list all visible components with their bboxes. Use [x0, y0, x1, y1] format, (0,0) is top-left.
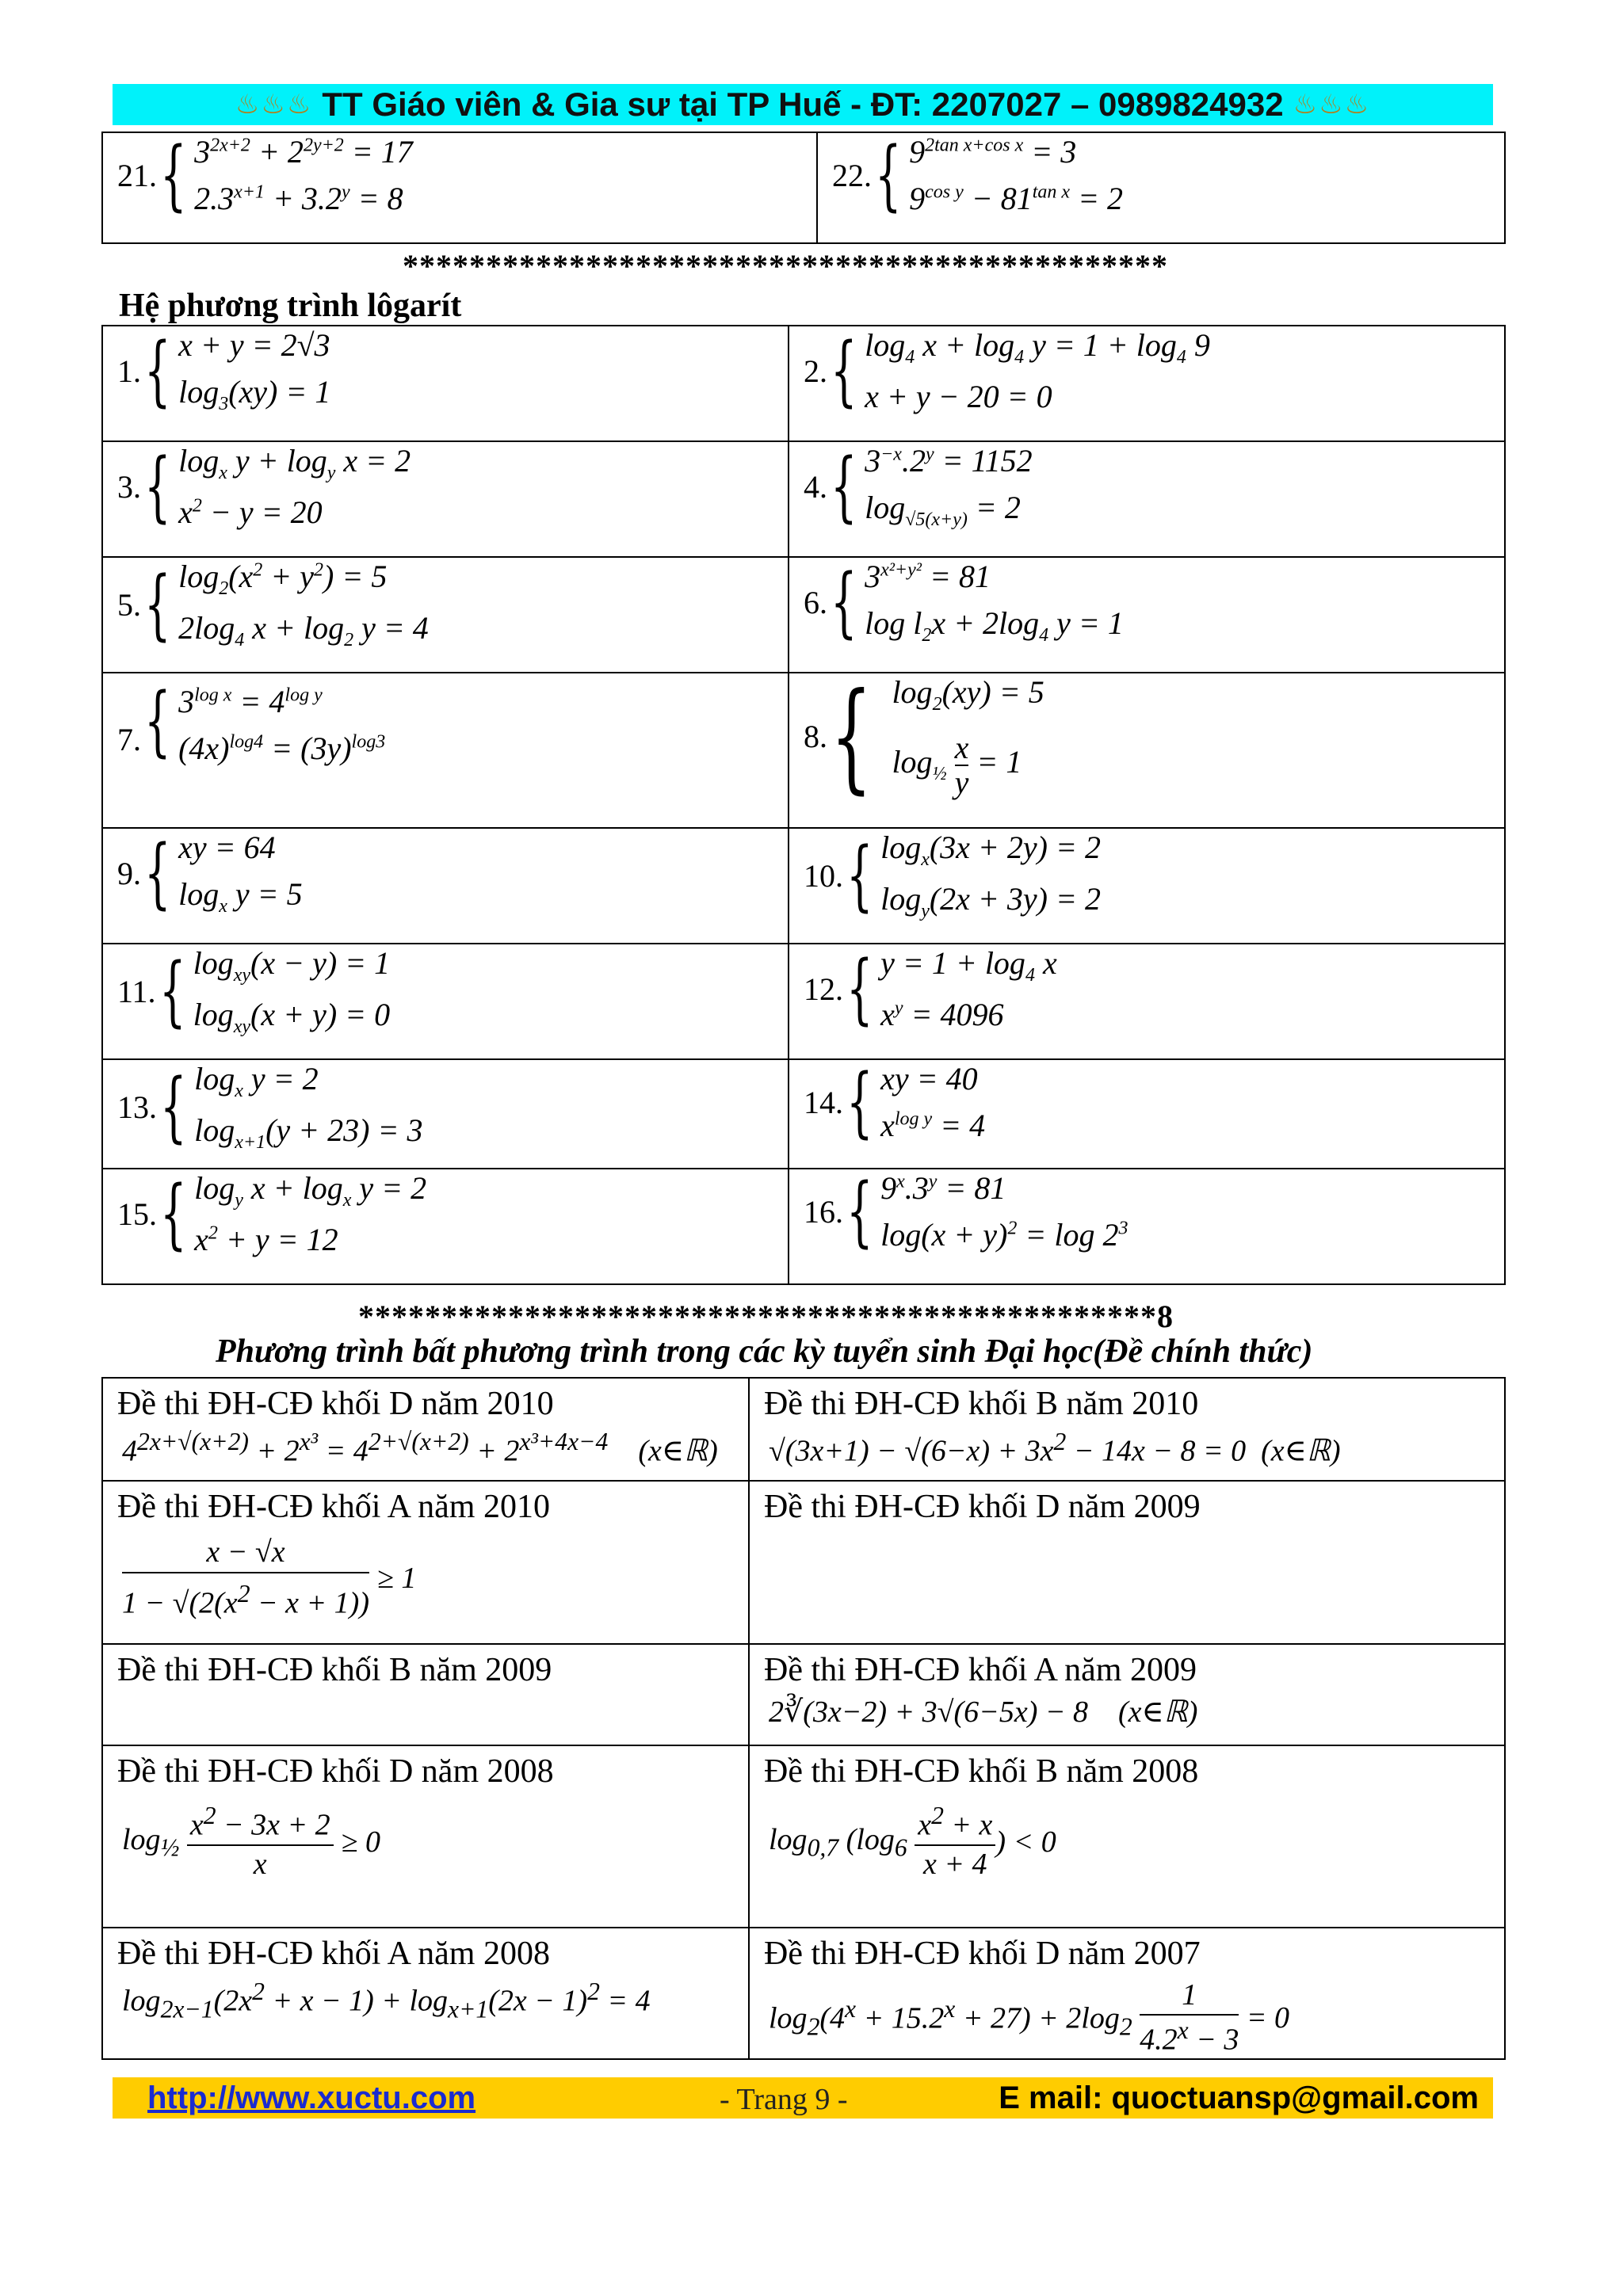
brace-icon: { — [160, 1062, 187, 1151]
exam-cell — [102, 1928, 749, 2059]
exam-title: Đề thi ĐH-CĐ khối B năm 2009 — [117, 1652, 552, 1688]
equation-1: $3^{2x+2} + 2^{2y+2} = 17$ — [194, 134, 413, 170]
system-cell — [789, 828, 1505, 944]
exam-cell — [102, 1644, 749, 1745]
system-number: 11. — [117, 973, 156, 1009]
system-number: 16. — [804, 1193, 843, 1230]
page-number: - Trang 9 - — [720, 2083, 848, 2116]
equation-2: $\log_x y = 5$ — [178, 876, 303, 917]
system-number: 8. — [804, 719, 827, 754]
exam-cell — [102, 1481, 749, 1644]
exam-title: Đề thi ĐH-CĐ khối D năm 2009 — [764, 1489, 1201, 1525]
section-heading-exams: Phương trình bất phương trình trong các kỳ tuyển sinh Đại học(Đề chính thức) — [216, 1333, 1313, 1370]
system-number: 13. — [117, 1089, 157, 1125]
system-cell — [102, 326, 789, 441]
system-cell — [789, 1059, 1505, 1169]
ornament-right-icon: ♨♨♨ — [1293, 90, 1371, 120]
brace-icon: { — [160, 131, 187, 219]
equation-1: $\log_4 x + \log_4 y = 1 + \log_4 9$ — [865, 327, 1210, 368]
brace-icon: { — [846, 831, 873, 920]
footer-bar — [113, 2077, 1493, 2119]
ornament-left-icon: ♨♨♨ — [235, 90, 313, 120]
exam-equation: $\log_2(4^x + 15.2^x + 27) + 2\log_2$ $\frac{1}{4.2^x - 3}$ = 0 — [769, 1978, 1290, 2057]
header-banner — [113, 84, 1493, 125]
brace-icon: { — [846, 944, 873, 1033]
system-cell — [789, 557, 1505, 673]
system-number: 1. — [117, 353, 141, 389]
system-number: 7. — [117, 722, 141, 757]
system-number: 9. — [117, 855, 141, 891]
brace-icon: { — [158, 947, 186, 1035]
system-number: 10. — [804, 857, 843, 894]
system-cell — [789, 1169, 1505, 1284]
exam-equation: $\log_{\frac{1}{2}}$ $\frac{x^2 - 3x + 2}{x}$ ≥ 0 — [122, 1802, 381, 1882]
exam-equation: $4^{2x+√(x+2)} + 2^{x^3} = 4^{2+√(x+2)} + 2^{x^3+4x-4}$ (x∈ℝ) — [122, 1428, 718, 1468]
equation-2: $x^{log y} = 4$ — [880, 1108, 986, 1143]
exam-title: Đề thi ĐH-CĐ khối A năm 2009 — [764, 1652, 1197, 1688]
equation-2: $2\log_4$ $x + \log_2 y = 4$ — [178, 610, 429, 650]
brace-icon: { — [831, 558, 857, 646]
equation-2: $\log_{xy}(x + y) = 0$ — [193, 997, 391, 1037]
equation-2: $9^{cos y} - 81^{tan x} = 2$ — [909, 181, 1124, 216]
log-systems-table — [101, 325, 1506, 1285]
brace-icon: { — [144, 677, 171, 765]
equation-1: $3^{x^2+y^2} = 81$ — [865, 559, 991, 594]
exam-title: Đề thi ĐH-CĐ khối A năm 2010 — [117, 1489, 550, 1525]
equation-1: $9^{2tan x+cos x} = 3$ — [909, 134, 1077, 170]
brace-icon: { — [144, 560, 171, 649]
equation-1: $\log_x y = 2$ — [194, 1061, 319, 1101]
system-cell — [102, 673, 789, 828]
exam-equation: $\log_{2x-1}(2x^2 + x - 1) + \log_{x+1}(2x - 1)^2 = 4$ — [122, 1978, 651, 2023]
brace-icon: { — [831, 667, 873, 806]
equation-2: $x^2 - y = 20$ — [178, 494, 323, 530]
system-number: 12. — [804, 971, 843, 1007]
equation-1: $\log_2(xy) = 5$ — [892, 674, 1044, 715]
brace-icon: { — [144, 829, 171, 917]
exam-cell — [749, 1378, 1505, 1481]
system-number: 3. — [117, 468, 141, 505]
equation-2: x + y − 20 = 0 — [865, 379, 1052, 414]
system-number: 21. — [117, 157, 157, 193]
equation-1: $3^{-x}.2^y = 1152$ — [865, 443, 1033, 479]
system-number: 6. — [804, 584, 827, 620]
system-cell — [817, 132, 1505, 243]
system-cell — [789, 441, 1505, 557]
system-cell — [102, 1059, 789, 1169]
system-cell — [102, 132, 817, 243]
exam-equation: $\frac{x - √x}{1 - √(2(x^2 - x + 1))}$ ≥ 1 — [122, 1535, 417, 1620]
system-cell — [102, 441, 789, 557]
system-cell — [102, 1169, 789, 1284]
exam-cell — [102, 1378, 749, 1481]
equation-2: $\log l_2x + 2\log_4$ y = 1 — [865, 605, 1124, 646]
section-heading-log: Hệ phương trình lôgarít — [119, 288, 462, 324]
equation-1: $\log_{xy}(x - y) = 1$ — [193, 945, 391, 986]
equation-2: $\log_{\frac{1}{2}}$ $\frac{x}{y}$ = 1 — [892, 730, 1022, 800]
exam-title: Đề thi ĐH-CĐ khối A năm 2008 — [117, 1936, 550, 1972]
exam-equation: $√(3x+1) - √(6-x) + 3x^2 - 14x - 8 = 0$ (x∈ℝ) — [769, 1428, 1341, 1468]
system-cell — [789, 667, 1505, 828]
system-cell — [789, 944, 1505, 1059]
equation-2: $\log_{√5(x+y)} = 2$ — [865, 490, 1021, 530]
equation-1: $9^x.3^y = 81$ — [880, 1170, 1006, 1206]
system-cell — [789, 326, 1505, 441]
brace-icon: { — [846, 1058, 873, 1146]
system-number: 22. — [832, 157, 872, 193]
exam-title: Đề thi ĐH-CĐ khối D năm 2007 — [764, 1936, 1201, 1972]
system-cell — [102, 944, 789, 1059]
equation-2: $\log(x + y)^2 = \log 2^3$ — [880, 1217, 1128, 1253]
equation-2: $(4x)^{log4} = (3y)^{log3}$ — [178, 730, 386, 766]
equation-1: $\log_x(3x + 2y) = 2$ — [880, 830, 1101, 870]
exam-equation: $\log_{0,7} (\log_6$ $x^2 + x$ x + 4 ) < 0 — [769, 1802, 1056, 1882]
equation-2: $x^2 + y = 12$ — [194, 1222, 338, 1257]
system-number: 14. — [804, 1084, 843, 1120]
system-cell — [102, 557, 789, 673]
equation-2: $\log_{x+1}(y + 23) = 3$ — [194, 1112, 423, 1153]
system-number: 15. — [117, 1196, 157, 1232]
equation-2: $\log_y(2x + 3y) = 2$ — [880, 881, 1101, 921]
exams-table — [101, 1377, 1506, 2060]
exam-title: Đề thi ĐH-CĐ khối B năm 2010 — [764, 1386, 1199, 1422]
equation-1: $\log_x y + \log_y x = 2$ — [178, 443, 411, 483]
exponential-systems-table — [101, 132, 1506, 244]
email-text: E mail: quoctuansp@gmail.com — [999, 2081, 1479, 2115]
equation-2: $x^y = 4096$ — [880, 997, 1004, 1032]
exam-cell — [749, 1481, 1505, 1644]
exam-title: Đề thi ĐH-CĐ khối B năm 2008 — [764, 1753, 1199, 1790]
brace-icon: { — [144, 442, 171, 531]
system-cell — [102, 828, 789, 944]
brace-icon: { — [875, 131, 902, 219]
equation-1: $y = 1 + \log_4 x$ — [880, 945, 1057, 986]
exam-equation: 2∛(3x−2) + 3√(6−5x) − 8 (x∈ℝ) — [769, 1695, 1198, 1729]
equation-1: xy = 64 — [178, 830, 276, 865]
system-number: 4. — [804, 468, 827, 505]
equation-1: x + y = 2√3 — [178, 327, 330, 363]
exam-cell — [749, 1644, 1505, 1745]
system-number: 5. — [117, 586, 141, 623]
equation-1: $\log_2(x^2 + y^2) = 5$ — [178, 559, 388, 599]
equation-2: $2.3^{x+1} + 3.2^y = 8$ — [194, 181, 403, 216]
equation-2: $\log_3(xy) = 1$ — [178, 374, 331, 414]
exam-cell — [749, 1745, 1505, 1928]
website-link[interactable]: http://www.xuctu.com — [147, 2081, 476, 2115]
exam-title: Đề thi ĐH-CĐ khối D năm 2008 — [117, 1753, 554, 1790]
brace-icon: { — [144, 326, 171, 415]
divider-stars: ************************************************8 — [358, 1299, 1174, 1334]
brace-icon: { — [831, 442, 857, 531]
exam-title: Đề thi ĐH-CĐ khối D năm 2010 — [117, 1386, 554, 1422]
brace-icon: { — [846, 1167, 873, 1256]
divider-stars: ********************************************** — [403, 248, 1168, 284]
exam-cell — [749, 1928, 1505, 2059]
system-number: 2. — [804, 353, 827, 389]
equation-1: $\log_y x + \log_x y = 2$ — [194, 1170, 427, 1211]
header-title: TT Giáo viên & Gia sư tại TP Huế - ĐT: 2207027 – 0989824932 — [322, 86, 1284, 123]
brace-icon: { — [831, 326, 857, 415]
equation-1: $3^{log x} = 4^{log y}$ — [178, 684, 323, 719]
brace-icon: { — [160, 1169, 187, 1258]
equation-1: xy = 40 — [880, 1061, 978, 1097]
exam-cell — [102, 1745, 749, 1928]
